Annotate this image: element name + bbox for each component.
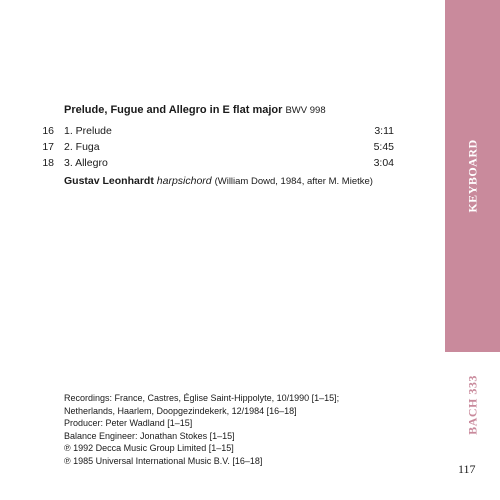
track-row [34,139,394,155]
performer-name: Gustav Leonhardt [64,175,154,187]
credit-recordings-line-1: Recordings: France, Castres, Église Saint-Hippolyte, 10/1990 [1–15]; [64,393,340,403]
track-row [34,123,394,139]
credit-copyright-2: ℗ 1985 Universal International Music B.V. [16–18] [64,455,263,466]
track-title: 2. Fuga [64,141,100,153]
track-title: 1. Prelude [64,125,112,137]
track-title: 3. Allegro [64,157,108,169]
work-catalog-number: BWV 998 [285,105,326,116]
credit-producer: Producer: Peter Wadland [1–15] [64,418,193,429]
track-duration: 5:45 [373,141,394,153]
keyboard-section-tab [445,0,500,352]
track-number: 17 [42,141,54,153]
track-duration: 3:11 [374,125,394,137]
track-number: 18 [42,157,54,169]
credit-copyright-1: ℗ 1992 Decca Music Group Limited [1–15] [64,443,234,454]
page-number: 117 [458,462,476,476]
keyboard-section-label: KEYBOARD [465,139,479,213]
performer-instrument: harpsichord [156,175,212,187]
series-label [445,370,500,440]
track-duration: 3:04 [373,157,394,169]
recording-credits [64,392,339,468]
work-title [64,104,326,116]
series-label-text: BACH 333 [465,375,479,435]
credit-recordings-line-2: Netherlands, Haarlem, Doopgezindekerk, 12/1984 [16–18] [64,405,297,416]
track-row [34,155,394,171]
instrument-note: (William Dowd, 1984, after M. Mietke) [214,176,373,187]
work-title-main: Prelude, Fugue and Allegro in E flat major [64,104,283,116]
credit-engineer: Balance Engineer: Jonathan Stokes [1–15] [64,430,235,441]
performer-line [64,175,373,187]
track-list [34,123,394,171]
track-number: 16 [42,125,54,137]
